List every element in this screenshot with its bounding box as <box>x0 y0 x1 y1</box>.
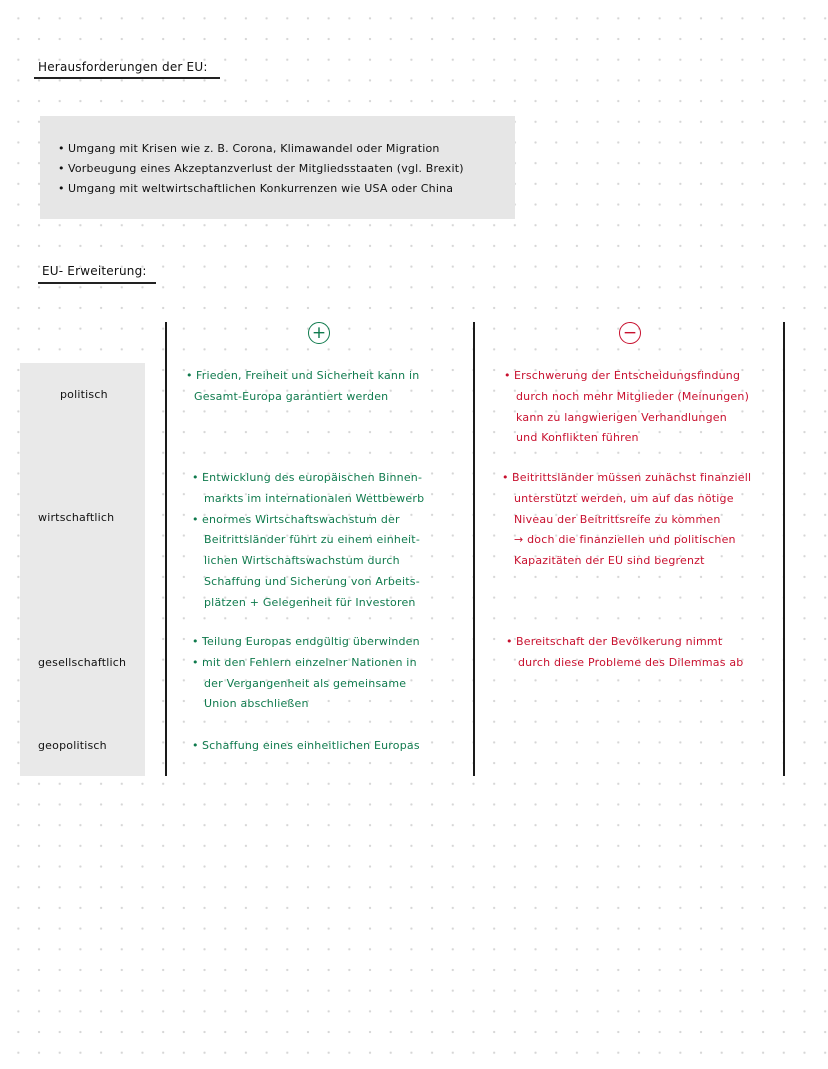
row-label-geopolitisch: geopolitisch <box>38 739 107 752</box>
row-label-gesellschaftlich: gesellschaftlich <box>38 656 127 669</box>
column-divider <box>165 322 167 776</box>
row-label-wirtschaftlich: wirtschaftlich <box>38 511 115 524</box>
challenges-title-underline <box>34 77 220 79</box>
pro-cell-politisch: • Frieden, Freiheit und Sicherheit kann in Gesamt-Europa garantiert werden <box>186 369 420 403</box>
challenge-item: • Umgang mit Krisen wie z. B. Corona, Klimawandel oder Migration <box>58 139 440 159</box>
challenge-item: • Umgang mit weltwirtschaftlichen Konkurrenzen wie USA oder China <box>58 179 453 199</box>
minus-icon: − <box>619 322 641 344</box>
row-label-column <box>20 363 145 776</box>
bullet: • <box>58 182 65 195</box>
bullet: • <box>58 162 65 175</box>
plus-icon: + <box>308 322 330 344</box>
expansion-title: EU- Erweiterung: <box>42 264 147 278</box>
pro-cell-gesellschaftlich: • Teilung Europas endgültig überwinden • mit den Fehlern einzelner Nationen in der Vergangenheit als gemeinsame Union abschließen <box>192 635 420 711</box>
pro-cell-wirtschaftlich: • Entwicklung des europäischen Binnen- markts im internationalen Wettbewerb • enormes Wirtschaftswachstum der Beitrittsländer führt zu einem einheit- lichen Wirtschaftswachstum durch Schaffung und Sicherung von Arbeits- plätzen + Gelegenheit für Investoren <box>192 471 425 609</box>
con-cell-gesellschaftlich: • Bereitschaft der Bevölkerung nimmt durch diese Probleme des Dilemmas ab <box>506 635 744 669</box>
pro-cell-geopolitisch: • Schaffung eines einheitlichen Europas <box>192 739 420 752</box>
expansion-title-underline <box>38 282 156 284</box>
row-label-politisch: politisch <box>60 388 108 401</box>
column-divider <box>473 322 475 776</box>
con-cell-politisch: • Erschwerung der Entscheidungsfindung durch noch mehr Mitglieder (Meinungen) kann zu langwierigen Verhandlungen und Konflikten führen <box>504 369 750 445</box>
con-cell-wirtschaftlich: • Beitrittsländer müssen zunächst finanziell unterstützt werden, um auf das nötige Niveau der Beitrittsreife zu kommen → doch die finanziellen und politischen Kapazitäten der EU sind begrenzt <box>502 471 752 568</box>
challenge-item: • Vorbeugung eines Akzeptanzverlust der Mitgliedsstaaten (vgl. Brexit) <box>58 159 464 179</box>
challenges-title: Herausforderungen der EU: <box>38 60 208 74</box>
column-divider <box>783 322 785 776</box>
bullet: • <box>58 142 65 155</box>
